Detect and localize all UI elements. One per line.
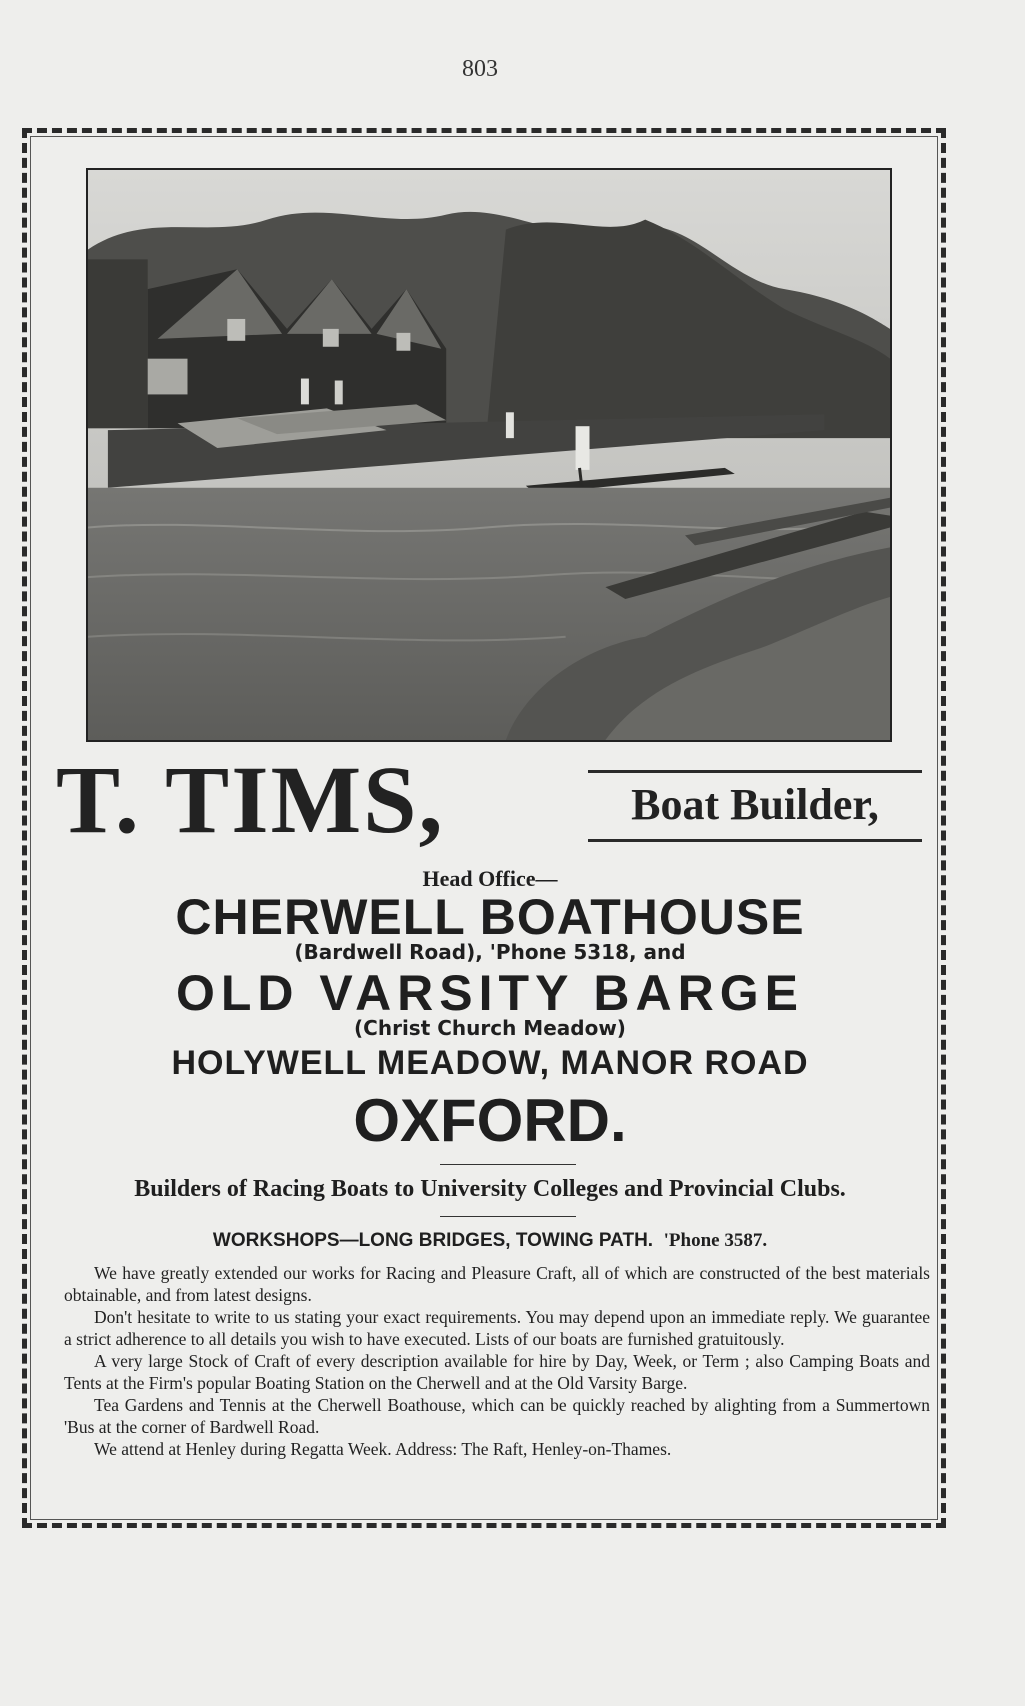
builders-line: Builders of Racing Boats to University Colleges and Provincial Clubs. (134, 1176, 846, 1202)
paragraph-henley: We attend at Henley during Regatta Week. Address: The Raft, Henley-on-Thames. (94, 1439, 672, 1459)
trade-box (588, 770, 922, 842)
city-heading: OXFORD. (353, 1087, 627, 1154)
page-number: 803 (462, 56, 498, 82)
paragraph-requirements: Don't hesitate to write to us stating your exact requirements. You may depend upon an immediate reply. We guarantee a strict adherence to all details you wish to have executed. Lists of our boats are furnished gratuitously. (64, 1307, 930, 1349)
cherwell-boathouse-heading: CHERWELL BOATHOUSE (175, 889, 805, 945)
workshops-address: WORKSHOPS—LONG BRIDGES, TOWING PATH. (212, 1230, 654, 1251)
head-office-label: Head Office— (422, 866, 558, 891)
holywell-heading: HOLYWELL MEADOW, MANOR ROAD (171, 1044, 809, 1082)
varsity-barge-heading: OLD VARSITY BARGE (176, 965, 804, 1021)
boathouse-photo (86, 168, 892, 742)
paragraph-hire: A very large Stock of Craft of every description available for hire by Day, Week, or Term ; also Camping Boats and Tents at the Firm's popular Boating Station on the Cherwell and at the Old Varsity Barge. (64, 1351, 930, 1393)
company-name: T. TIMS, (56, 746, 445, 853)
divider-rule (440, 1164, 576, 1165)
workshops-phone: 'Phone 3587. (663, 1230, 768, 1251)
paragraph-tea-gardens: Tea Gardens and Tennis at the Cherwell Boathouse, which can be quickly reached by alighting from a Summertown 'Bus at the corner of Bardwell Road. (64, 1395, 930, 1437)
advert-body (64, 1262, 930, 1460)
divider-rule-2 (440, 1216, 576, 1217)
boathouse-photo-drawing (88, 170, 890, 740)
varsity-barge-detail: (Christ Church Meadow) (354, 1016, 626, 1040)
paragraph-works: We have greatly extended our works for Racing and Pleasure Craft, all of which are constructed of the best materials obtainable, and from latest designs. (64, 1263, 930, 1305)
trade-title: Boat Builder, (631, 780, 879, 829)
workshops-line (40, 1230, 940, 1252)
cherwell-boathouse-detail: (Bardwell Road), 'Phone 5318, and (294, 940, 686, 964)
